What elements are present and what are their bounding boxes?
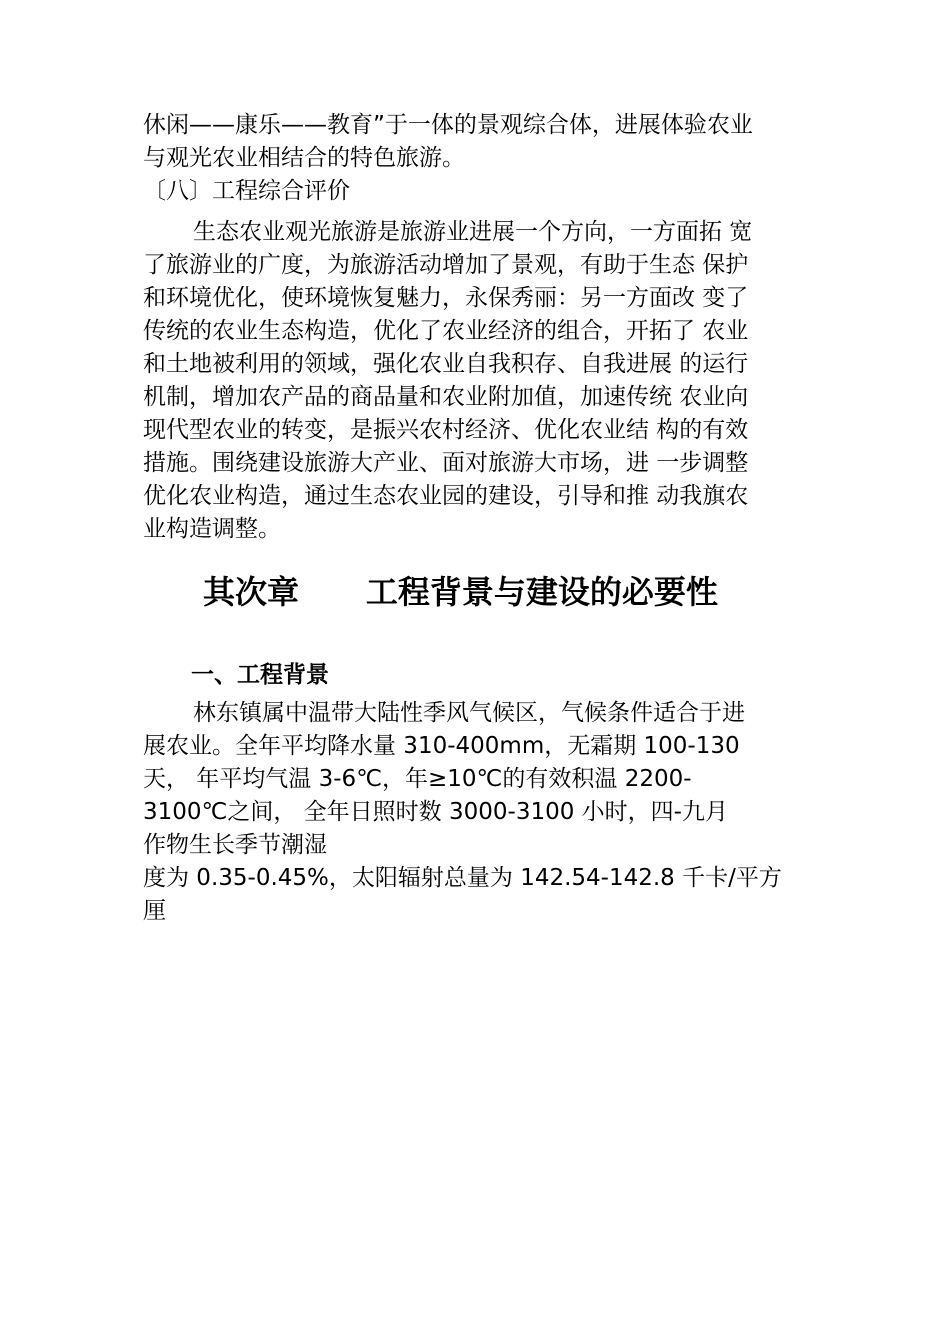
text-line: 业构造调整。	[143, 516, 281, 542]
text-line: 度为 0.35-0.45%，太阳辐射总量为 142.54-142.8 千卡/平方	[143, 865, 782, 891]
text-line: 休闲——康乐——教育”于一体的景观综合体，进展体验农业	[143, 112, 753, 138]
text-line: 林东镇属中温带大陆性季风气候区，气候条件适合于进	[193, 700, 745, 726]
text-line: 展农业。全年平均降水量 310-400mm，无霜期 100-130	[143, 733, 740, 759]
text-line: 了旅游业的广度，为旅游活动增加了景观，有助于生态 保护	[143, 252, 749, 278]
evaluation-paragraph	[143, 216, 823, 546]
text-line: 和环境优化，使环境恢复魅力，永保秀丽：另一方面改 变了	[143, 285, 749, 311]
text-line: 作物生长季节潮湿	[143, 832, 327, 858]
text-line: 和土地被利用的领域，强化农业自我积存、自我进展 的运行	[143, 351, 749, 377]
text-line: 天， 年平均气温 3-6℃，年≥10℃的有效积温 2200-	[143, 766, 692, 792]
text-line: 措施。围绕建设旅游大产业、面对旅游大市场，进 一步调整	[143, 450, 749, 476]
chapter-title: 其次章 工程背景与建设的必要性	[203, 573, 718, 611]
text-line: 生态农业观光旅游是旅游业进展一个方向，一方面拓 宽	[193, 219, 753, 245]
section-label: 〔八〕工程综合评价	[143, 178, 350, 204]
text-line: 优化农业构造，通过生态农业园的建设，引导和推 动我旗农	[143, 483, 749, 509]
text-line: 厘	[143, 898, 166, 924]
text-line: 3100℃之间， 全年日照时数 3000-3100 小时，四-九月	[143, 799, 728, 825]
text-line: 与观光农业相结合的特色旅游。	[143, 145, 465, 171]
text-line: 现代型农业的转变，是振兴农村经济、优化农业结 构的有效	[143, 417, 749, 443]
text-line: 机制，增加农产品的商品量和农业附加值，加速传统 农业向	[143, 384, 749, 410]
text-line: 传统的农业生态构造，优化了农业经济的组合，开拓了 农业	[143, 318, 749, 344]
background-paragraph	[143, 697, 823, 928]
subsection-title: 一、工程背景	[191, 662, 329, 688]
intro-paragraph	[143, 109, 823, 208]
